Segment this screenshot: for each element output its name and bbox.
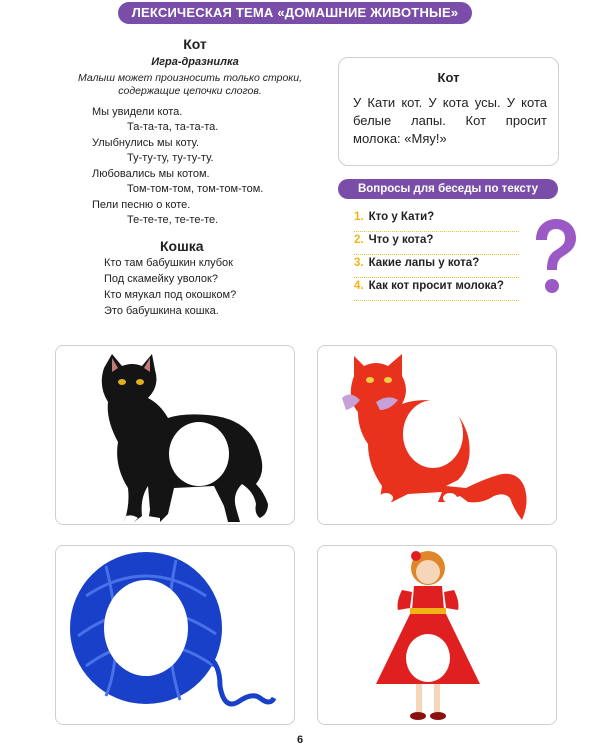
card-red-cat: [317, 345, 557, 525]
question-number: 4.: [354, 280, 364, 292]
question-text: Какие лапы у кота?: [368, 257, 480, 269]
poem-line: Любовались мы котом.: [92, 168, 210, 180]
question-number: 2.: [354, 234, 364, 246]
story-title: Кот: [437, 70, 460, 85]
girl-illustration: [318, 546, 556, 724]
question-item: [354, 234, 519, 255]
poem-note: Малыш может произносить только строки, содержащие цепочки слогов.: [77, 72, 303, 97]
riddle-title: Кошка: [160, 238, 204, 254]
poem-title: Кот: [183, 36, 207, 52]
poem-line: Пели песню о коте.: [92, 199, 191, 211]
black-cat-illustration: [56, 346, 294, 524]
poem-line: Та-та-та, та-та-та.: [127, 121, 219, 133]
question-item: [354, 211, 519, 232]
topic-banner: ЛЕКСИЧЕСКАЯ ТЕМА «ДОМАШНИЕ ЖИВОТНЫЕ»: [118, 2, 472, 24]
red-cat-illustration: [318, 346, 556, 524]
card-yarn-ball: [55, 545, 295, 725]
poem-line: Том-том-том, том-том-том.: [127, 183, 264, 195]
question-mark-icon: [527, 216, 581, 300]
poem-subtitle: Игра-дразнилка: [151, 56, 239, 68]
card-girl: [317, 545, 557, 725]
question-item: [354, 257, 519, 278]
question-text: Что у кота?: [368, 234, 434, 246]
riddle-line: Под скамейку уволок?: [104, 273, 218, 285]
page-number: 6: [296, 734, 304, 746]
riddle-line: Кто там бабушкин клубок: [104, 257, 233, 269]
poem-line: Мы увидели кота.: [92, 106, 183, 118]
riddle-line: Кто мяукал под окошком?: [104, 289, 237, 301]
question-text: Кто у Кати?: [368, 211, 435, 223]
riddle-line: Это бабушкина кошка.: [104, 305, 219, 317]
question-text: Как кот просит молока?: [368, 280, 504, 292]
poem-line: Улыбнулись мы коту.: [92, 137, 200, 149]
story-text: У Кати кот. У кота усы. У кота белые лапы. Кот просит молока: «Мяу!»: [353, 95, 547, 146]
question-number: 1.: [354, 211, 364, 223]
story-box: [338, 57, 559, 166]
yarn-ball-illustration: [56, 546, 294, 724]
question-item: [354, 280, 519, 301]
poem-line: Те-те-те, те-те-те.: [127, 214, 219, 226]
questions-banner: Вопросы для беседы по тексту: [338, 179, 558, 199]
poem-block: [70, 36, 310, 98]
card-black-cat: [55, 345, 295, 525]
poem-line: Ту-ту-ту, ту-ту-ту.: [127, 152, 214, 164]
question-number: 3.: [354, 257, 364, 269]
